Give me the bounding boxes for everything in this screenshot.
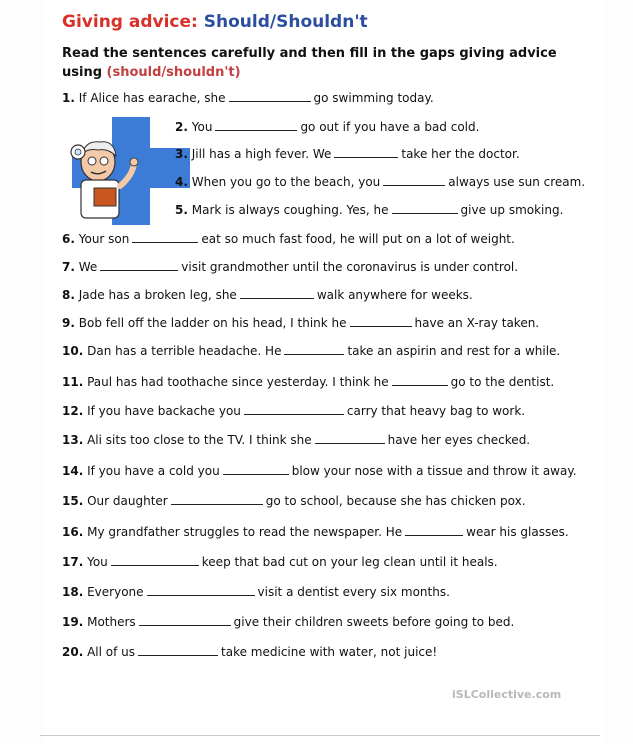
- item-number: 17.: [62, 555, 84, 569]
- exercise-item: [175, 203, 563, 217]
- answer-gap[interactable]: [100, 260, 178, 271]
- item-text-after: visit a dentist every six months.: [257, 585, 450, 599]
- exercise-item: [62, 404, 525, 418]
- item-text-after: go out if you have a bad cold.: [300, 120, 480, 134]
- item-text-after: have an X-ray taken.: [414, 316, 540, 330]
- item-text-before: Dan has a terrible headache. He: [87, 344, 282, 358]
- item-text-before: If you have backache you: [87, 404, 241, 418]
- watermark-text: iSLCollective.com: [452, 688, 562, 701]
- item-text-after: go swimming today.: [313, 91, 434, 105]
- item-text-after: take her the doctor.: [401, 147, 520, 161]
- item-text-before: Mark is always coughing. Yes, he: [191, 203, 389, 217]
- item-number: 16.: [62, 525, 84, 539]
- exercise-item: [62, 555, 498, 569]
- exercise-item: [62, 525, 569, 539]
- item-text-before: We: [78, 260, 98, 274]
- item-text-before: When you go to the beach, you: [191, 175, 381, 189]
- exercise-item: [62, 316, 539, 330]
- item-number: 20.: [62, 645, 84, 659]
- exercise-item: [175, 120, 479, 134]
- exercise-item: [62, 288, 473, 302]
- item-number: 15.: [62, 494, 84, 508]
- exercise-item: [62, 91, 434, 105]
- item-text-before: Bob fell off the ladder on his head, I think he: [78, 316, 347, 330]
- item-text-before: Ali sits too close to the TV. I think she: [87, 433, 312, 447]
- item-text-before: You: [191, 120, 213, 134]
- item-text-before: My grandfather struggles to read the newspaper. He: [87, 525, 403, 539]
- answer-gap[interactable]: [334, 147, 398, 158]
- exercise-item: [62, 232, 515, 246]
- item-number: 9.: [62, 316, 75, 330]
- exercise-item: [62, 494, 526, 508]
- answer-gap[interactable]: [383, 175, 445, 186]
- item-text-after: take medicine with water, not juice!: [221, 645, 438, 659]
- instructions-highlight: (should/shouldn't): [106, 65, 241, 80]
- item-text-after: carry that heavy bag to work.: [346, 404, 526, 418]
- item-text-before: Jill has a high fever. We: [191, 147, 332, 161]
- item-number: 12.: [62, 404, 84, 418]
- item-text-before: If you have a cold you: [87, 464, 220, 478]
- exercise-item: [175, 175, 585, 189]
- item-text-after: always use sun cream.: [448, 175, 586, 189]
- item-text-after: walk anywhere for weeks.: [316, 288, 473, 302]
- item-number: 18.: [62, 585, 84, 599]
- exercise-item: [62, 464, 577, 478]
- exercise-item: [62, 433, 530, 447]
- answer-gap[interactable]: [392, 203, 458, 214]
- exercise-item: [175, 147, 520, 161]
- item-text-before: Mothers: [87, 615, 136, 629]
- item-text-after: have her eyes checked.: [387, 433, 531, 447]
- bottom-divider: [40, 735, 600, 736]
- item-text-before: All of us: [87, 645, 136, 659]
- exercise-item: [62, 344, 560, 358]
- answer-gap[interactable]: [392, 375, 448, 386]
- exercise-item: [62, 585, 450, 599]
- item-number: 6.: [62, 232, 75, 246]
- item-number: 5.: [175, 203, 188, 217]
- answer-gap[interactable]: [139, 615, 231, 626]
- item-text-after: blow your nose with a tissue and throw it away.: [291, 464, 577, 478]
- item-text-after: eat so much fast food, he will put on a lot of weight.: [201, 232, 515, 246]
- exercise-item: [62, 260, 518, 274]
- answer-gap[interactable]: [405, 525, 463, 536]
- item-text-before: Your son: [78, 232, 130, 246]
- item-text-after: keep that bad cut on your leg clean until it heals.: [201, 555, 498, 569]
- exercise-item: [62, 615, 514, 629]
- answer-gap[interactable]: [132, 232, 198, 243]
- item-number: 14.: [62, 464, 84, 478]
- answer-gap[interactable]: [350, 316, 412, 327]
- item-text-before: Jade has a broken leg, she: [78, 288, 237, 302]
- answer-gap[interactable]: [244, 404, 344, 415]
- instructions-text: Read the sentences carefully and then fill in the gaps giving advice using: [62, 46, 557, 80]
- answer-gap[interactable]: [111, 555, 199, 566]
- doctor-illustration-icon: [64, 136, 144, 222]
- answer-gap[interactable]: [240, 288, 314, 299]
- item-text-before: Our daughter: [87, 494, 168, 508]
- exercise-item: [62, 375, 554, 389]
- answer-gap[interactable]: [147, 585, 255, 596]
- item-number: 13.: [62, 433, 84, 447]
- item-text-after: wear his glasses.: [466, 525, 569, 539]
- worksheet-page: [45, 0, 605, 744]
- item-number: 11.: [62, 375, 84, 389]
- answer-gap[interactable]: [315, 433, 385, 444]
- item-text-before: Paul has had toothache since yesterday. I think he: [87, 375, 389, 389]
- item-text-after: give up smoking.: [460, 203, 564, 217]
- item-number: 19.: [62, 615, 84, 629]
- item-text-before: Everyone: [87, 585, 144, 599]
- item-number: 8.: [62, 288, 75, 302]
- answer-gap[interactable]: [223, 464, 289, 475]
- item-number: 10.: [62, 344, 84, 358]
- item-text-after: go to the dentist.: [450, 375, 555, 389]
- item-number: 2.: [175, 120, 188, 134]
- answer-gap[interactable]: [284, 344, 344, 355]
- item-text-after: go to school, because she has chicken pox.: [265, 494, 526, 508]
- item-number: 7.: [62, 260, 75, 274]
- item-text-after: visit grandmother until the coronavirus is under control.: [181, 260, 519, 274]
- instructions: [62, 44, 582, 82]
- answer-gap[interactable]: [171, 494, 263, 505]
- item-text-before: You: [87, 555, 108, 569]
- item-number: 3.: [175, 147, 188, 161]
- answer-gap[interactable]: [229, 91, 311, 102]
- exercise-item: [62, 645, 437, 659]
- item-number: 1.: [62, 91, 75, 105]
- item-number: 4.: [175, 175, 188, 189]
- answer-gap[interactable]: [215, 120, 297, 131]
- title-part1: Giving advice:: [62, 12, 198, 32]
- title-part2: Should/Shouldn't: [203, 12, 368, 32]
- item-text-after: give their children sweets before going to bed.: [233, 615, 515, 629]
- answer-gap[interactable]: [138, 645, 218, 656]
- item-text-before: If Alice has earache, she: [78, 91, 226, 105]
- page-title: [62, 12, 368, 32]
- item-text-after: take an aspirin and rest for a while.: [347, 344, 561, 358]
